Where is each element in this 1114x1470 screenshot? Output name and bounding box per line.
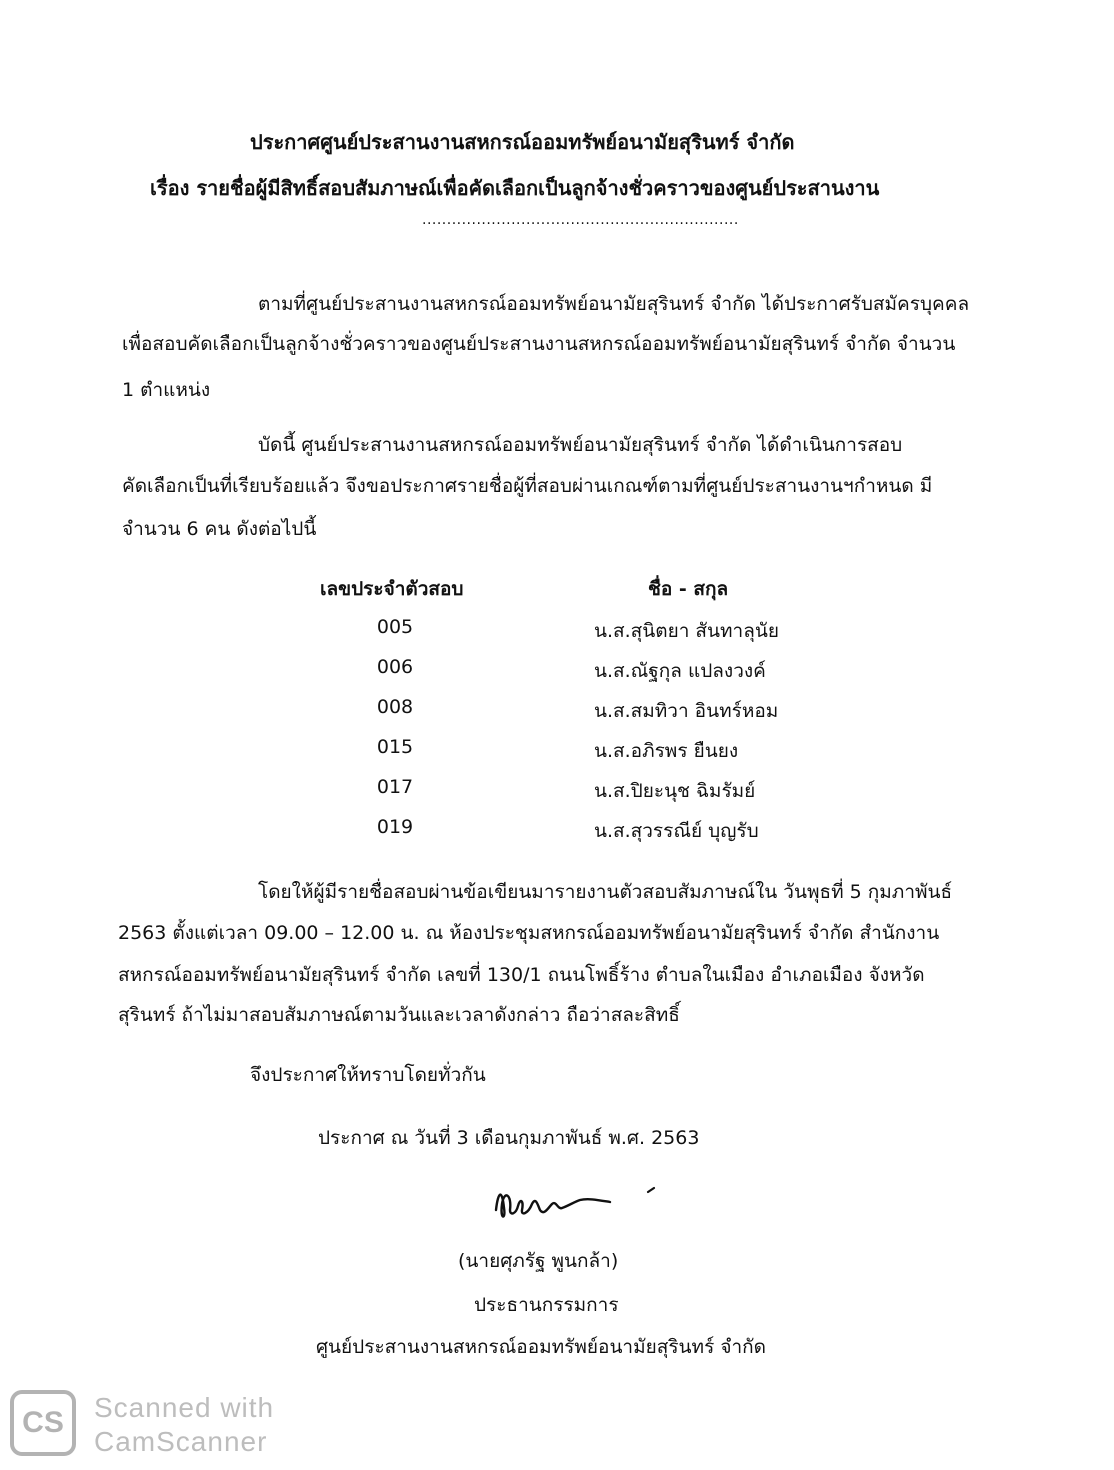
table-header-name: ชื่อ - สกุล (648, 578, 729, 600)
para1-line1: ตามที่ศูนย์ประสานงานสหกรณ์ออมทรัพย์อนามัยสุรินทร์ จำกัด ได้ประกาศรับสมัครบุคคล (258, 293, 970, 315)
table-cell-id: 017 (376, 776, 414, 798)
table-cell-id: 015 (376, 736, 414, 758)
signatory-organization: ศูนย์ประสานงานสหกรณ์ออมทรัพย์อนามัยสุรินทร์ จำกัด (316, 1336, 766, 1358)
announce-line: จึงประกาศให้ทราบโดยทั่วกัน (250, 1064, 486, 1086)
table-cell-name: น.ส.ปิยะนุช ฉิมรัมย์ (594, 780, 756, 802)
title-line-1: ประกาศศูนย์ประสานงานสหกรณ์ออมทรัพย์อนามัยสุรินทร์ จำกัด (250, 130, 795, 154)
table-cell-name: น.ส.ณัฐกุล แปลงวงค์ (594, 660, 766, 682)
table-cell-id: 005 (376, 616, 414, 638)
signatory-name: (นายศุภรัฐ พูนกล้า) (458, 1250, 619, 1272)
para2-line2: คัดเลือกเป็นที่เรียบร้อยแล้ว จึงขอประกาศรายชื่อผู้ที่สอบผ่านเกณฑ์ตามที่ศูนย์ประสานงานฯกำหนด มี (122, 475, 933, 497)
table-cell-name: น.ส.อภิรพร ยืนยง (594, 740, 739, 762)
table-cell-id: 008 (376, 696, 414, 718)
para1-line3: 1 ตำแหน่ง (122, 379, 211, 401)
table-cell-id: 006 (376, 656, 414, 678)
table-cell-name: น.ส.สุนิตยา สันทาลุนัย (594, 620, 779, 642)
watermark-line1: Scanned with (94, 1392, 275, 1423)
table-cell-id: 019 (376, 816, 414, 838)
para2-line1: บัดนี้ ศูนย์ประสานงานสหกรณ์ออมทรัพย์อนามัยสุรินทร์ จำกัด ได้ดำเนินการสอบ (258, 434, 903, 456)
para3-line4: สุรินทร์ ถ้าไม่มาสอบสัมภาษณ์ตามวันและเวลาดังกล่าว ถือว่าสละสิทธิ์ (118, 1004, 680, 1026)
para3-line1: โดยให้ผู้มีรายชื่อสอบผ่านข้อเขียนมารายงานตัวสอบสัมภาษณ์ใน วันพุธที่ 5 กุมภาพันธ์ (258, 881, 953, 903)
camscanner-logo-icon (10, 1390, 76, 1456)
camscanner-logo-text: CS (22, 1406, 64, 1439)
dotted-rule: ................................................................ (422, 212, 739, 228)
date-line: ประกาศ ณ วันที่ 3 เดือนกุมภาพันธ์ พ.ศ. 2563 (318, 1127, 700, 1149)
table-cell-name: น.ส.สุวรรณีย์ บุญรับ (594, 820, 759, 842)
table-cell-name: น.ส.สมทิวา อินทร์หอม (594, 700, 779, 722)
watermark-line2: CamScanner (94, 1426, 268, 1457)
signatory-position: ประธานกรรมการ (474, 1294, 619, 1316)
table-header-id: เลขประจำตัวสอบ (320, 578, 464, 600)
para3-line2: 2563 ตั้งแต่เวลา 09.00 – 12.00 น. ณ ห้องประชุมสหกรณ์ออมทรัพย์อนามัยสุรินทร์ จำกัด สำนักงาน (118, 922, 940, 944)
para1-line2: เพื่อสอบคัดเลือกเป็นลูกจ้างชั่วคราวของศูนย์ประสานงานสหกรณ์ออมทรัพย์อนามัยสุรินทร์ จำกัด จำนวน (122, 333, 956, 355)
title-line-2: เรื่อง รายชื่อผู้มีสิทธิ์สอบสัมภาษณ์เพื่อคัดเลือกเป็นลูกจ้างชั่วคราวของศูนย์ประสานงาน (150, 176, 880, 200)
signature-image (488, 1180, 668, 1235)
para3-line3: สหกรณ์ออมทรัพย์อนามัยสุรินทร์ จำกัด เลขที่ 130/1 ถนนโพธิ์ร้าง ตำบลในเมือง อำเภอเมือง จังหวัด (118, 964, 925, 986)
para2-line3: จำนวน 6 คน ดังต่อไปนี้ (122, 518, 317, 540)
